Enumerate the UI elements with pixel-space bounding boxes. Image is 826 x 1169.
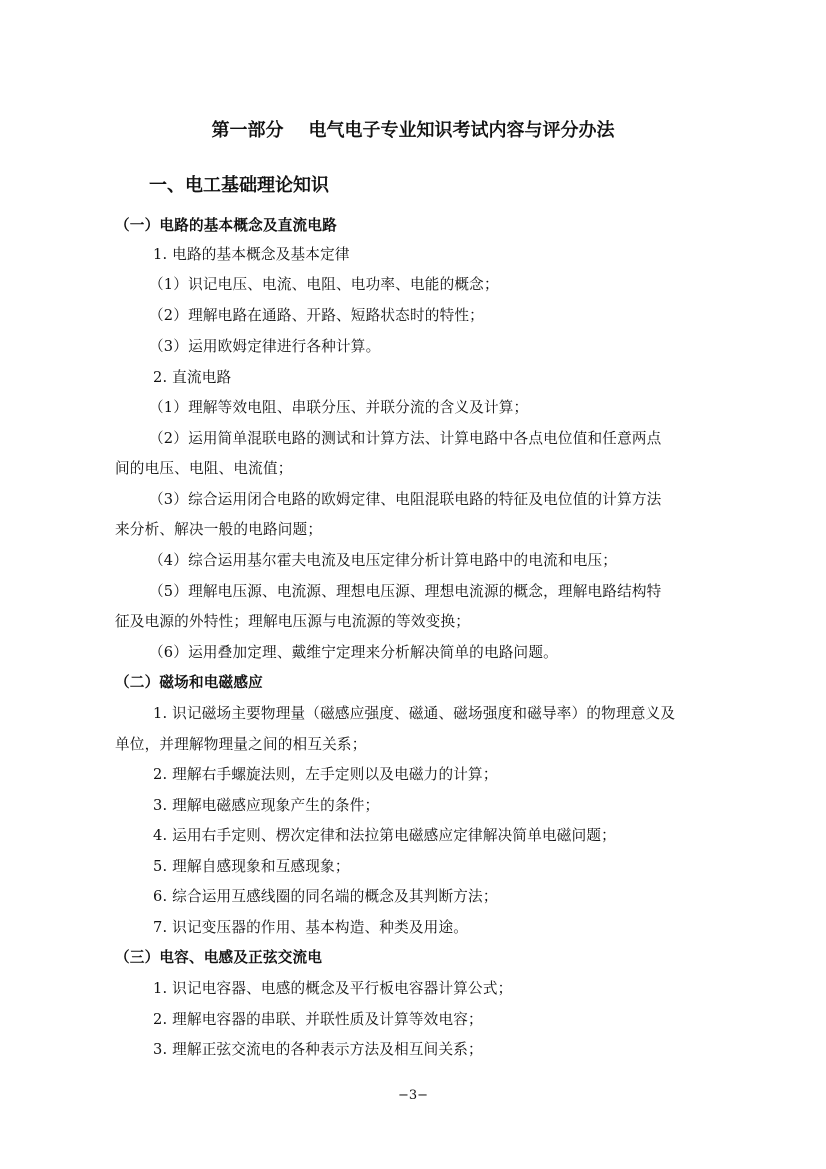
- paragraph-line: （3）运用欧姆定律进行各种计算。: [149, 338, 381, 355]
- page-number: −3−: [397, 1088, 429, 1103]
- subsection-heading-magnetism: （二）磁场和电磁感应: [115, 674, 263, 691]
- section-heading-electrical-basics: 一、电工基础理论知识: [149, 175, 329, 196]
- document-title: 第一部分 电气电子专业知识考试内容与评分办法: [211, 120, 615, 141]
- paragraph-line: （1）理解等效电阻、串联分压、并联分流的含义及计算；: [149, 399, 529, 416]
- paragraph-line: （3）综合运用闭合电路的欧姆定律、电阻混联电路的特征及电位值的计算方法: [149, 491, 662, 508]
- paragraph-line: 3. 理解电磁感应现象产生的条件；: [153, 797, 380, 814]
- paragraph-line: 来分析、解决一般的电路问题；: [115, 521, 323, 538]
- paragraph-line: （4）综合运用基尔霍夫电流及电压定律分析计算电路中的电流和电压；: [149, 552, 618, 569]
- paragraph-line: 2. 直流电路: [153, 369, 232, 386]
- paragraph-line: 4. 运用右手定则、楞次定律和法拉第电磁感应定律解决简单电磁问题；: [153, 827, 616, 844]
- paragraph-line: 1. 识记电容器、电感的概念及平行板电容器计算公式；: [153, 980, 513, 997]
- paragraph-line: 2. 理解右手螺旋法则，左手定则以及电磁力的计算；: [153, 766, 498, 783]
- paragraph-line: 间的电压、电阻、电流值；: [115, 460, 293, 477]
- paragraph-line: （2）运用简单混联电路的测试和计算方法、计算电路中各点电位值和任意两点: [149, 430, 662, 447]
- paragraph-line: 5. 理解自感现象和互感现象；: [153, 858, 350, 875]
- paragraph-line: 2. 理解电容器的串联、并联性质及计算等效电容；: [153, 1011, 483, 1028]
- paragraph-line: 3. 理解正弦交流电的各种表示方法及相互间关系；: [153, 1041, 483, 1058]
- subsection-heading-circuits: （一）电路的基本概念及直流电路: [115, 217, 337, 234]
- paragraph-line: （2）理解电路在通路、开路、短路状态时的特性；: [149, 307, 484, 324]
- subsection-heading-ac-circuits: （三）电容、电感及正弦交流电: [115, 949, 323, 966]
- paragraph-line: （5）理解电压源、电流源、理想电压源、理想电流源的概念，理解电路结构特: [149, 583, 662, 600]
- paragraph-line: （6）运用叠加定理、戴维宁定理来分析解决简单的电路问题。: [149, 644, 558, 661]
- paragraph-line: 1. 识记磁场主要物理量（磁感应强度、磁通、磁场强度和磁导率）的物理意义及: [153, 705, 676, 722]
- paragraph-line: 6. 综合运用互感线圈的同名端的概念及其判断方法；: [153, 888, 498, 905]
- paragraph-line: 1. 电路的基本概念及基本定律: [153, 246, 350, 263]
- paragraph-line: 征及电源的外特性；理解电压源与电流源的等效变换；: [115, 613, 471, 630]
- paragraph-line: 单位，并理解物理量之间的相互关系；: [115, 736, 367, 753]
- paragraph-line: 7. 识记变压器的作用、基本构造、种类及用途。: [153, 919, 469, 936]
- paragraph-line: （1）识记电压、电流、电阻、电功率、电能的概念；: [149, 276, 499, 293]
